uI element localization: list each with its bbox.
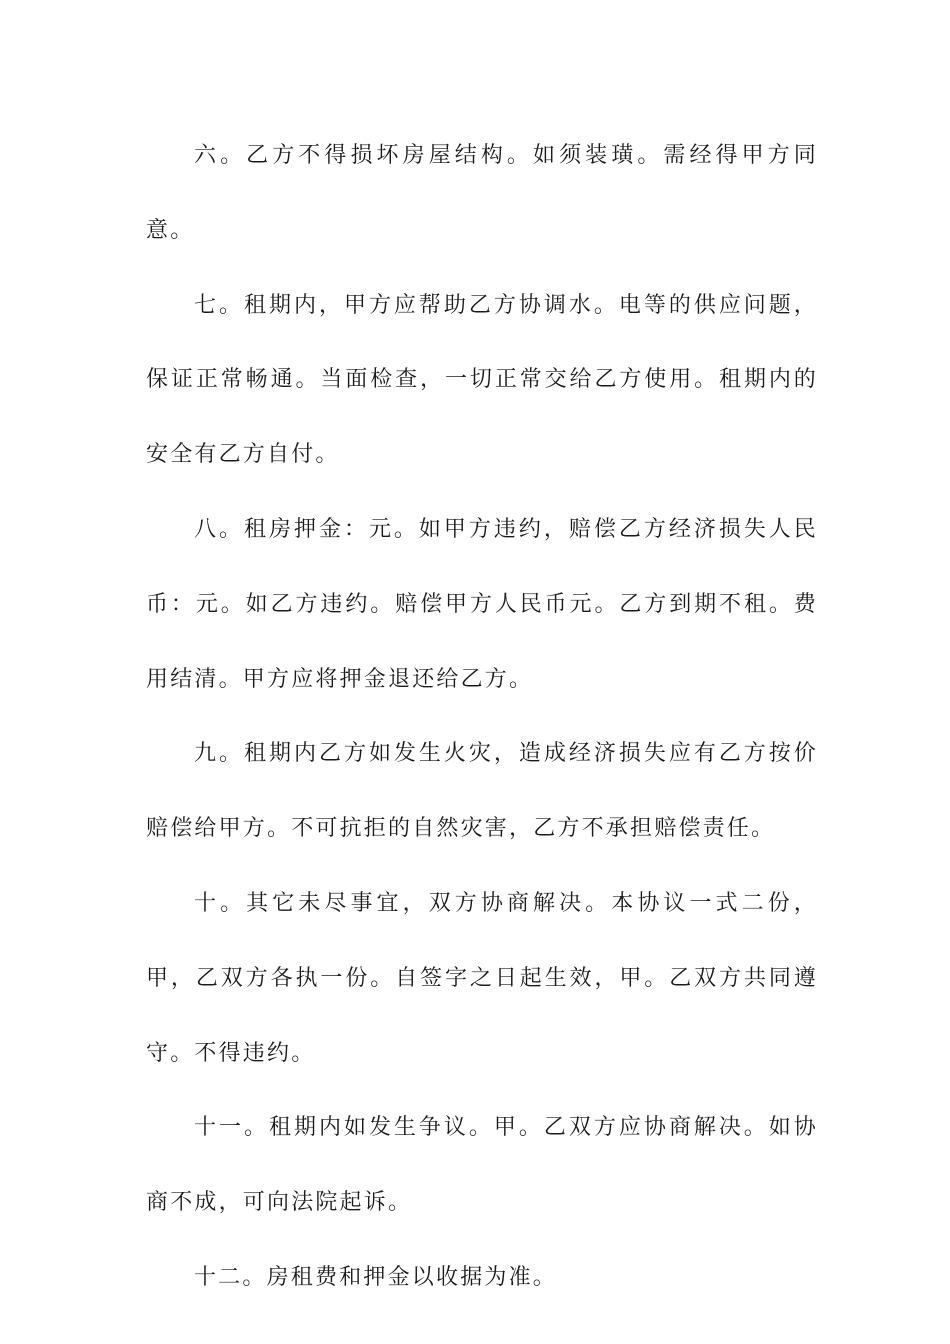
clause-6-paragraph: 六。乙方不得损坏房屋结构。如须装璜。需经得甲方同意。: [146, 143, 818, 243]
clause-8-paragraph: 八。租房押金：元。如甲方违约，赔偿乙方经济损失人民币：元。如乙方违约。赔偿甲方人民币元。乙方到期不租。费用结清。甲方应将押金退还给乙方。: [146, 516, 818, 692]
clause-7-paragraph: 七。租期内，甲方应帮助乙方协调水。电等的供应问题，保证正常畅通。当面检查，一切正常交给乙方使用。租期内的安全有乙方自付。: [146, 292, 818, 468]
clause-11-paragraph: 十一。租期内如发生争议。甲。乙双方应协商解决。如协商不成，可向法院起诉。: [146, 1115, 818, 1216]
clause-9-paragraph: 九。租期内乙方如发生火灾，造成经济损失应有乙方按价赔偿给甲方。不可抗拒的自然灾害，乙方不承担赔偿责任。: [146, 741, 818, 842]
clause-12-paragraph: 十二。房租费和押金以收据为准。: [194, 1264, 558, 1290]
clause-10-paragraph: 十。其它未尽事宜，双方协商解决。本协议一式二份，甲，乙双方各执一份。自签字之日起生效，甲。乙双方共同遵守。不得违约。: [146, 890, 818, 1066]
